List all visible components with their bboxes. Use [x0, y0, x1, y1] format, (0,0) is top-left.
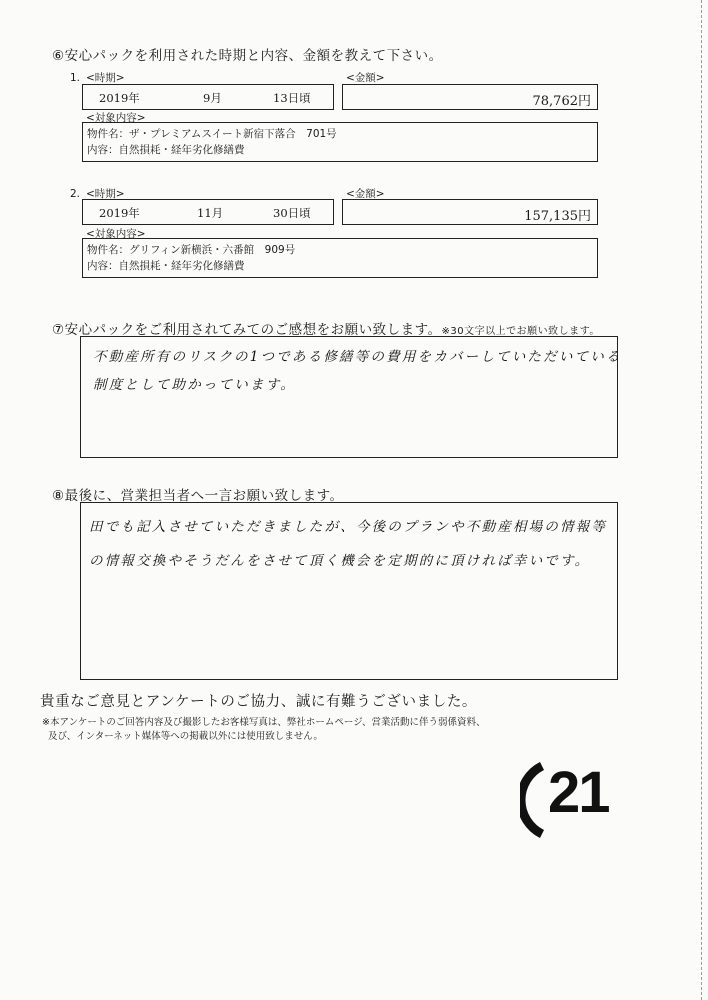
entry2-amount-box — [342, 199, 598, 225]
footer-note-line1: ※本アンケートのご回答内容及び撮影したお客様写真は、弊社ホームページ、営業活動に伴う弱係資料、 — [42, 717, 486, 728]
q7-answer-line2: 制度として助かっています。 — [93, 377, 297, 393]
logo-text: 21 — [548, 760, 609, 825]
entry1-content: 内容：自然損耗・経年劣化修繕費 — [87, 144, 245, 156]
entry1-number: 1. — [70, 72, 81, 84]
entry1-property: 物件名：ザ・プレミアムスイート新宿下落合 701号 — [87, 128, 337, 140]
q7-heading — [52, 318, 600, 338]
entry2-amount-label: <金額> — [346, 188, 385, 200]
entry1-target-label: <対象内容> — [86, 112, 146, 124]
entry2-number: 2. — [70, 188, 81, 200]
q8-answer-box — [80, 502, 618, 680]
entry2-target-box — [82, 238, 598, 278]
entry1-month: 9月 — [203, 91, 222, 105]
q8-heading: ⑧最後に、営業担当者へ一言お願い致します。 — [52, 488, 344, 504]
entry1-period-box — [82, 84, 334, 110]
entry2-period-label: <時期> — [86, 188, 125, 200]
entry1-amount: 78,762円 — [532, 94, 591, 109]
entry1-day: 13日頃 — [273, 91, 311, 105]
entry1-amount-box — [342, 84, 598, 110]
century21-logo — [520, 760, 630, 840]
q8-answer-line2: の情報交換やそうだんをさせて頂く機会を定期的に頂ければ幸いです。 — [89, 553, 591, 569]
q7-heading-text: ⑦安心パックをご利用されてみてのご感想をお願い致します。 — [52, 322, 442, 338]
q7-answer-box — [80, 336, 622, 458]
footer-note-line2: 及び、インターネット媒体等への掲載以外には使用致しません。 — [48, 731, 323, 742]
entry1-period-label: <時期> — [86, 72, 125, 84]
q7-answer-line1: 不動産所有のリスクの1つである修繕等の費用をカバーしていただいている — [93, 349, 622, 365]
entry1-target-box — [82, 122, 598, 162]
q7-note: ※30文字以上でお願い致します。 — [441, 326, 600, 337]
entry2-property: 物件名：グリフィン新横浜・六番館 909号 — [87, 244, 296, 256]
entry2-period-box — [82, 199, 334, 225]
entry2-day: 30日頃 — [273, 206, 311, 220]
entry2-target-label: <対象内容> — [86, 228, 146, 240]
entry1-year: 2019年 — [99, 91, 140, 105]
entry2-content: 内容：自然損耗・経年劣化修繕費 — [87, 260, 245, 272]
entry2-year: 2019年 — [99, 206, 140, 220]
q8-answer-line1: 田でも記入させていただきましたが、今後のプランや不動産相場の情報等 — [89, 519, 608, 535]
q6-heading: ⑥安心パックを利用された時期と内容、金額を教えて下さい。 — [52, 48, 443, 64]
page-edge-line — [700, 0, 702, 1000]
footer-thanks: 貴重なご意見とアンケートのご協力、誠に有難うございました。 — [40, 694, 478, 710]
entry1-amount-label: <金額> — [346, 72, 385, 84]
entry2-month: 11月 — [197, 206, 224, 220]
entry2-amount: 157,135円 — [524, 209, 591, 224]
